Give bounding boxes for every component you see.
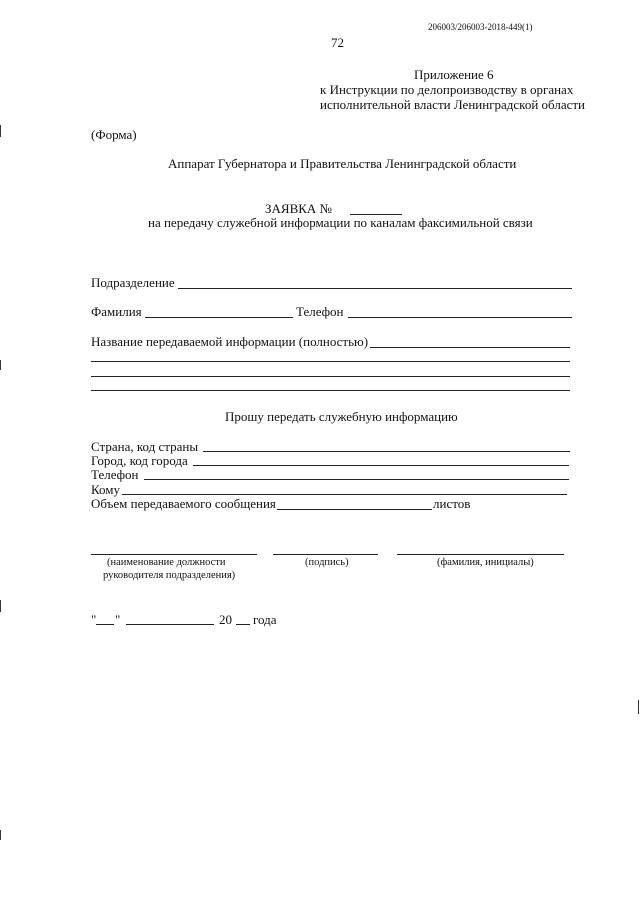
to-label: Кому [91, 482, 121, 497]
info-name-line-4 [91, 390, 570, 391]
request-subtitle: на передачу служебной информации по каналам факсимильной связи [148, 215, 533, 230]
name-line [397, 554, 564, 555]
appendix-line-1: к Инструкции по делопроизводству в органах [320, 82, 574, 97]
name-caption: (фамилия, инициалы) [437, 557, 534, 568]
date-quote-close: " [115, 612, 121, 627]
position-line [91, 554, 257, 555]
date-year-suffix: года [253, 612, 277, 627]
recipient-phone-line [144, 479, 569, 480]
document-code: 206003/206003-2018-449(1) [428, 22, 533, 32]
request-title: ЗАЯВКА № [265, 201, 332, 216]
form-label: (Форма) [91, 127, 137, 142]
position-caption-line-1: (наименование должности [107, 557, 226, 568]
volume-label: Объем передаваемого сообщения [91, 496, 276, 511]
organization-name: Аппарат Губернатора и Правительства Ленинградской области [168, 156, 517, 171]
phone-line [348, 317, 572, 318]
appendix-line-2: исполнительной власти Ленинградской области [320, 97, 586, 112]
info-name-line [370, 347, 570, 348]
to-line [122, 494, 567, 495]
scan-edge-mark [0, 360, 1, 370]
appendix-title: Приложение 6 [414, 67, 494, 82]
date-year-prefix: 20 [219, 612, 232, 627]
volume-line [277, 509, 432, 510]
city-line [193, 465, 569, 466]
surname-line [145, 317, 293, 318]
date-day-line [96, 624, 114, 625]
info-name-line-3 [91, 376, 570, 377]
info-name-line-2 [91, 361, 570, 362]
signature-line [273, 554, 378, 555]
sheets-label: листов [433, 496, 471, 511]
page-number: 72 [331, 35, 344, 50]
country-label: Страна, код страны [91, 439, 199, 454]
position-caption-line-2: руководителя подразделения) [103, 570, 236, 581]
signature-caption: (подпись) [305, 557, 349, 568]
scan-edge-mark [0, 830, 1, 840]
info-name-label: Название передаваемой информации (полностью) [91, 334, 369, 349]
division-line [178, 288, 572, 289]
division-label: Подразделение [91, 275, 175, 290]
country-line [203, 451, 570, 452]
scan-edge-mark [0, 125, 1, 137]
scan-edge-mark [638, 700, 639, 714]
date-quote-open: " [91, 612, 97, 627]
date-year-line [236, 624, 250, 625]
city-label: Город, код города [91, 453, 188, 468]
scan-edge-mark [0, 600, 1, 612]
request-text: Прошу передать служебную информацию [225, 409, 458, 424]
recipient-phone-label: Телефон [91, 467, 139, 482]
phone-label: Телефон [296, 304, 344, 319]
date-month-line [126, 624, 214, 625]
surname-label: Фамилия [91, 304, 142, 319]
